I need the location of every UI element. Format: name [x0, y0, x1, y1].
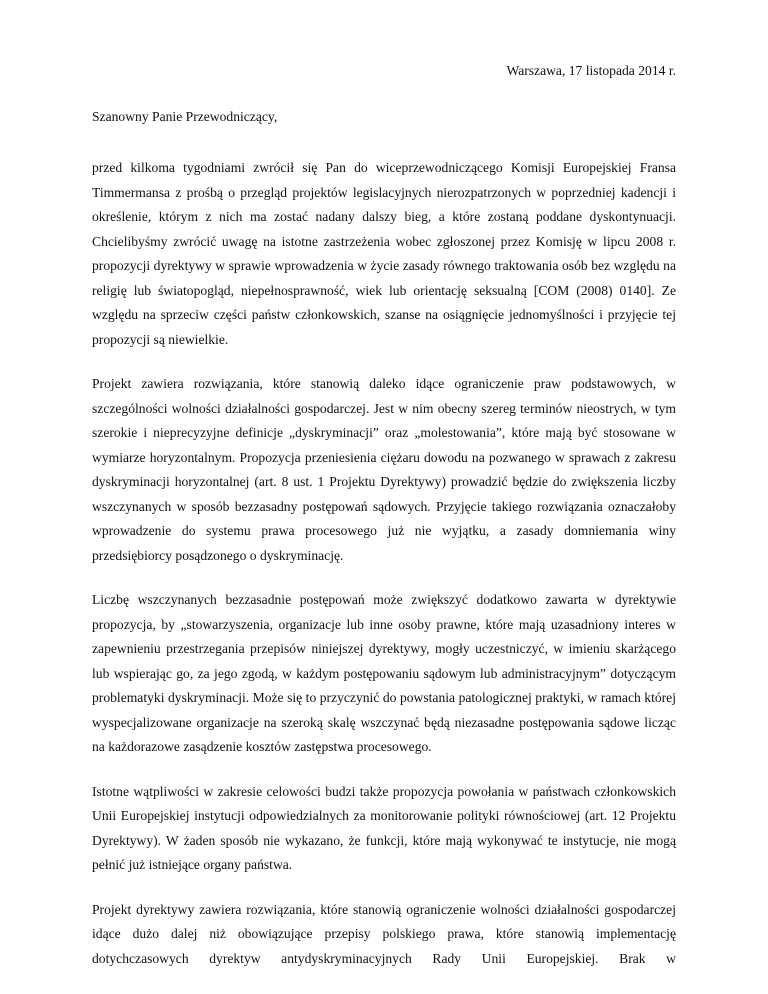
paragraph-5: Projekt dyrektywy zawiera rozwiązania, które stanowią ograniczenie wolności działalności gospodarczej idące dużo dalej niż obowiązujące przepisy polskiego prawa, które stanowią implementację dotychczasowych dyrektyw antydyskryminacyjnych Rady Unii Europejskiej. Brak w [92, 901, 676, 966]
paragraph-3: Liczbę wszczynanych bezzasadnie postępowań może zwiększyć dodatkowo zawarta w dyrektywie propozycja, by „stowarzyszenia, organizacje lub inne osoby prawne, które mają uzasadniony interes w zapewnieniu przestrzegania przepisów niniejszej dyrektywy, mogły uczestniczyć, w imieniu skarżącego lub wspierając go, za jego zgodą, w każdym postępowaniu sądowym lub administracyjnym” dotyczącym problematyki dyskryminacji. Może się to przyczynić do powstania patologicznej praktyki, w ramach której wyspecjalizowane organizacje na szeroką skalę wszczynać będą niezasadne postępowania sądowe licząc na każdorazowe zasądzenie kosztów zastępstwa procesowego. [92, 592, 676, 754]
greeting: Szanowny Panie Przewodniczący, [92, 109, 278, 124]
date-line: Warszawa, 17 listopada 2014 r. [506, 63, 676, 78]
paragraph-4: Istotne wątpliwości w zakresie celowości budzi także propozycja powołania w państwach członkowskich Unii Europejskiej instytucji odpowiedzialnych za monitorowanie polityki równościowej (art. 12 Projektu Dyrektywy). W żaden sposób nie wykazano, że funkcji, które mają wykonywać te instytucje, nie mogą pełnić już istniejące organy państwa. [92, 783, 676, 872]
paragraph-1: przed kilkoma tygodniami zwrócił się Pan do wiceprzewodniczącego Komisji Europejskiej Fransa Timmermansa z prośbą o przegląd projektów legislacyjnych nierozpatrzonych w poprzedniej kadencji i określenie, którym z nich ma zostać nadany dalszy bieg, a które zostaną poddane dyskontynuacji. Chcielibyśmy zwrócić uwagę na istotne zastrzeżenia wobec zgłoszonej przez Komisję w lipcu 2008 r. propozycji dyrektywy w sprawie wprowadzenia w życie zasady równego traktowania osób bez względu na religię lub światopogląd, niepełnosprawność, wiek lub orientację seksualną [COM (2008) 0140]. Ze względu na sprzeciw części państw członkowskich, szanse na osiągnięcie jednomyślności i przyjęcie tej propozycji są niewielkie. [92, 160, 676, 347]
letter-body [92, 156, 676, 991]
paragraph-2: Projekt zawiera rozwiązania, które stanowią daleko idące ograniczenie praw podstawowych, w szczególności wolności działalności gospodarczej. Jest w nim obecny szereg terminów nieostrych, w tym szerokie i nieprecyzyjne definicje „dyskryminacji” oraz „molestowania”, które mają być stosowane w wymiarze horyzontalnym. Propozycja przeniesienia ciężaru dowodu na pozwanego w sprawach z zakresu dyskryminacji horyzontalnej (art. 8 ust. 1 Projektu Dyrektywy) prowadzić będzie do zwiększenia liczby wszczynanych w sposób bezzasadny postępowań sądowych. Przyjęcie takiego rozwiązania oznaczałoby wprowadzenie do systemu prawa procesowego już nie wyjątku, a zasady domniemania winy przedsiębiorcy posądzonego o dyskryminację. [92, 376, 676, 563]
